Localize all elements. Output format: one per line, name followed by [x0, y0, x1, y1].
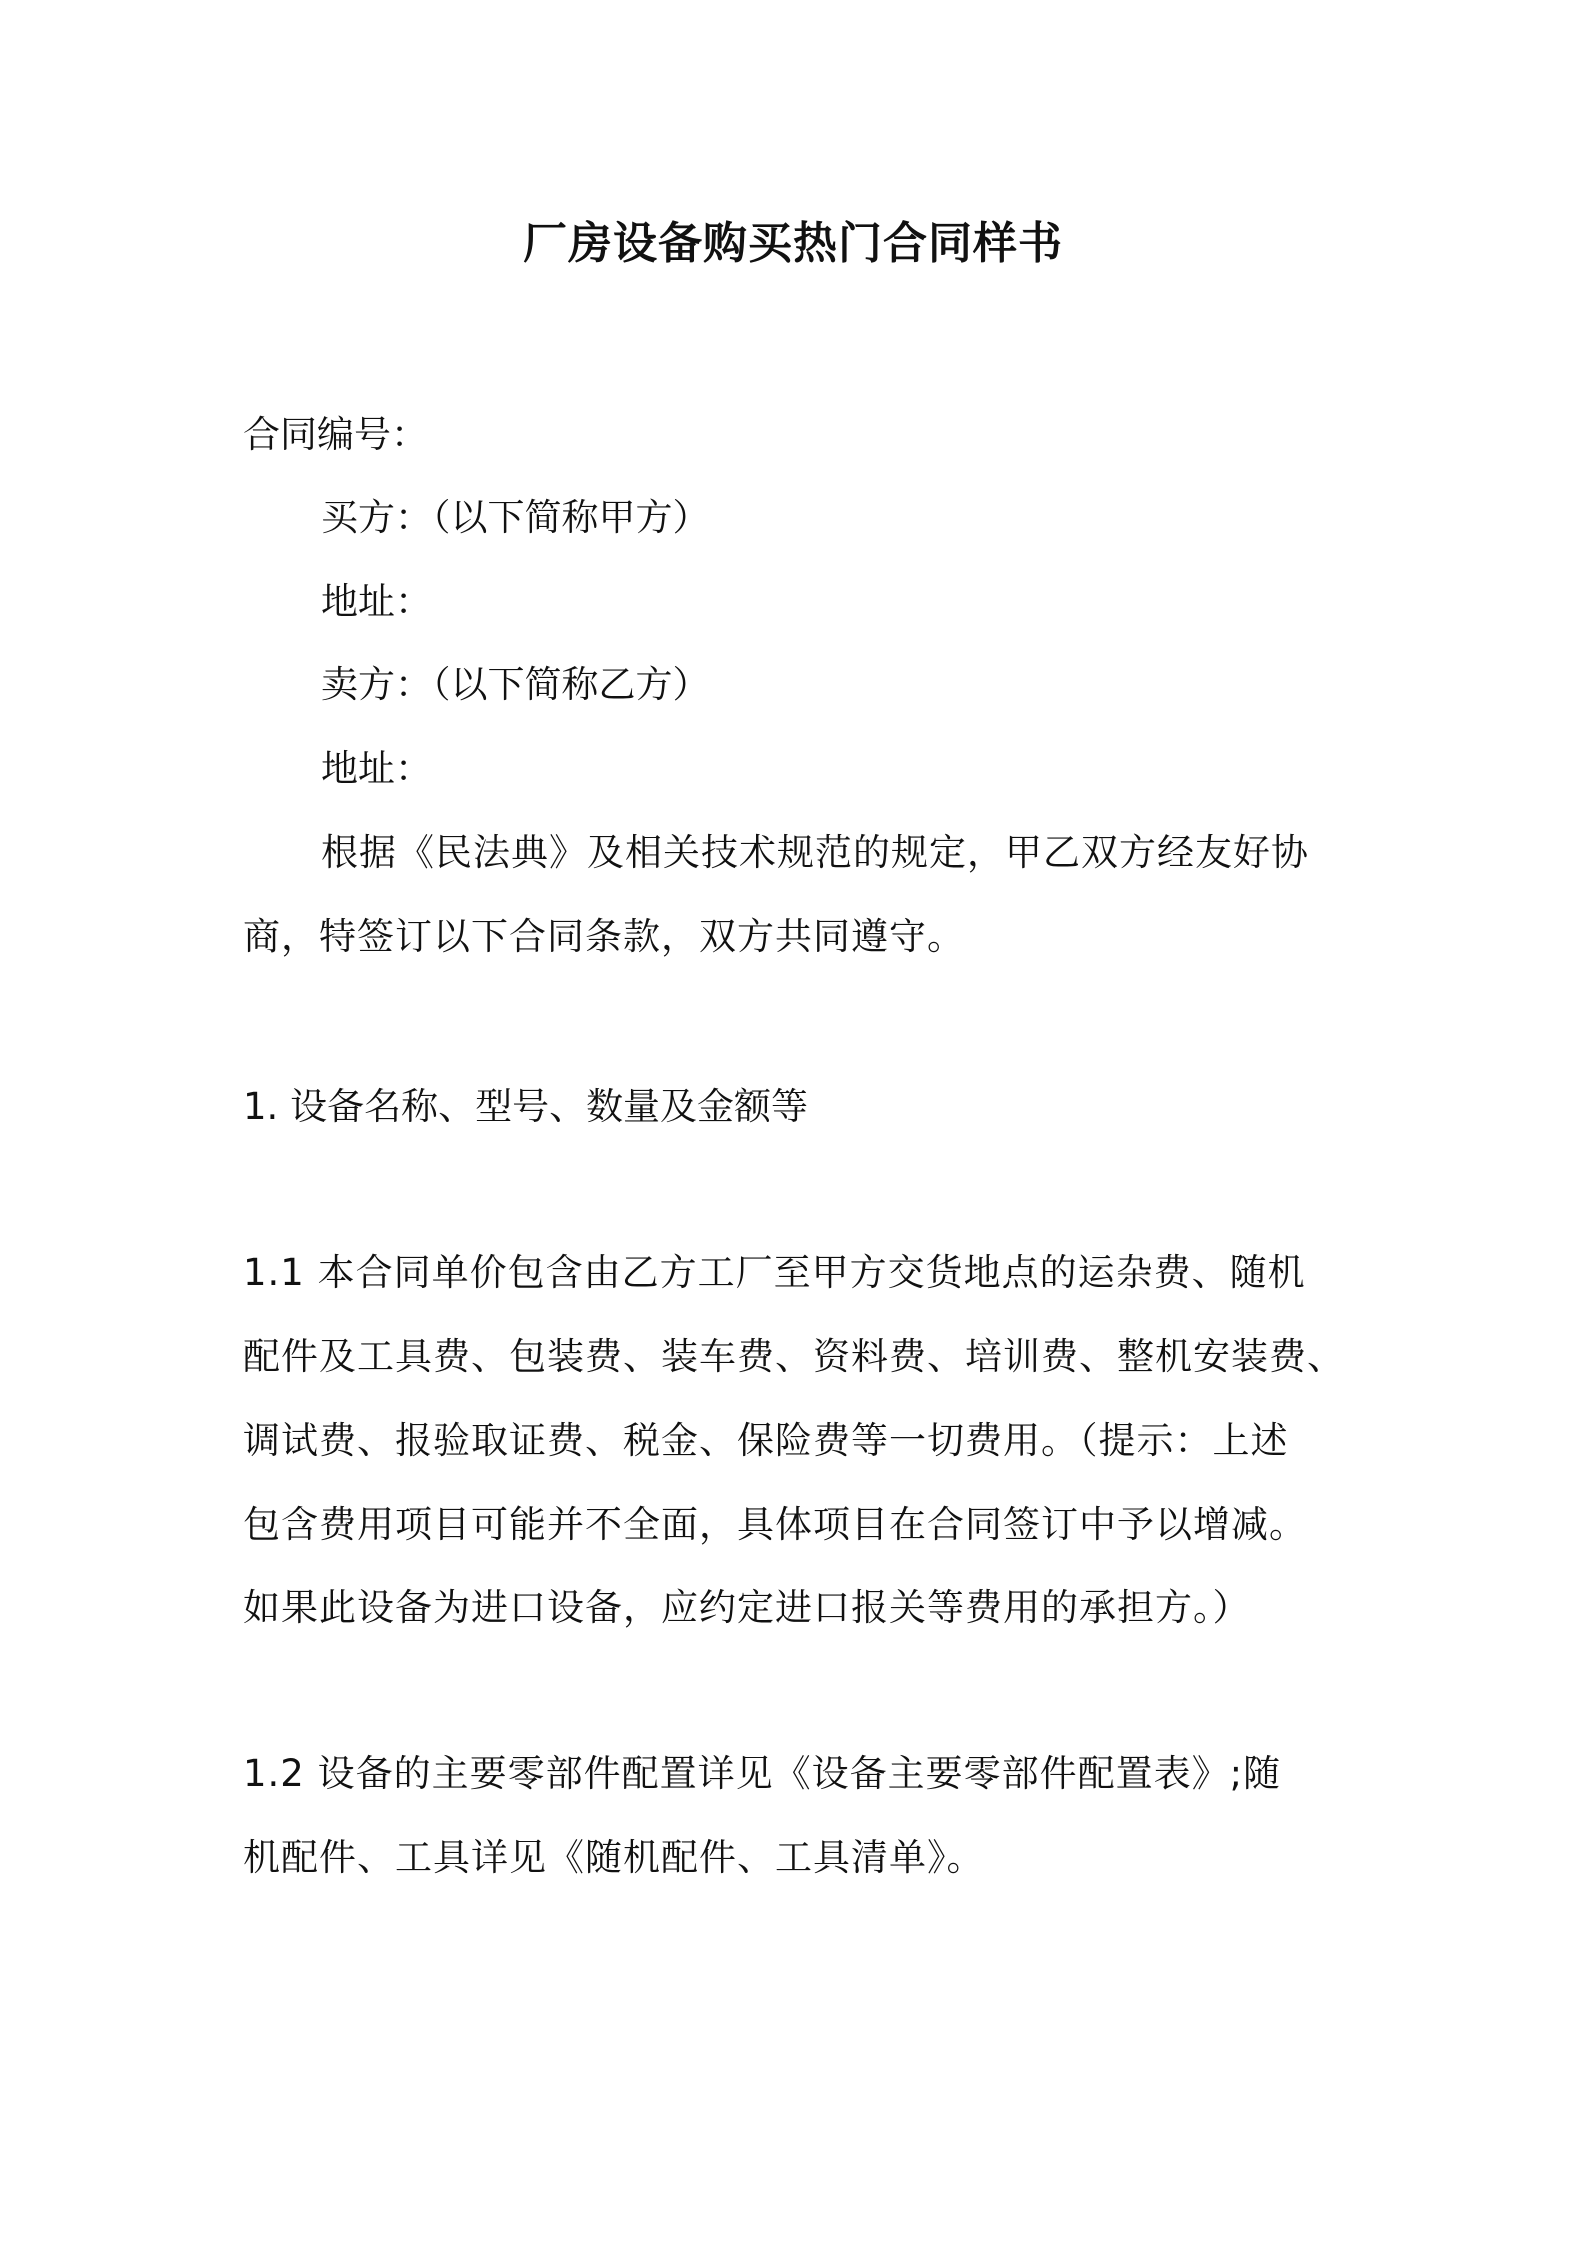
clause-1-1-line-3: 调试费、报验取证费、税金、保险费等一切费用。（提示：上述 [243, 1419, 1289, 1462]
seller-address-label: 地址： [321, 747, 432, 790]
clause-1-1-line-1: 1.1 本合同单价包含由乙方工厂至甲方交货地点的运杂费、随机 [243, 1251, 1306, 1294]
document-title: 厂房设备购买热门合同样书 [523, 218, 1063, 269]
buyer-label: 买方：（以下简称甲方） [321, 496, 710, 539]
seller-label: 卖方：（以下简称乙方） [321, 663, 710, 706]
clause-1-2-line-2: 机配件、工具详见《随机配件、工具清单》。 [243, 1836, 985, 1879]
clause-1-1-line-2: 配件及工具费、包装费、装车费、资料费、培训费、整机安装费、 [243, 1335, 1345, 1378]
contract-number-label: 合同编号： [243, 413, 428, 456]
section-1-heading: 1. 设备名称、型号、数量及金额等 [243, 1085, 809, 1128]
intro-paragraph-line-1: 根据《民法典》及相关技术规范的规定，甲乙双方经友好协 [321, 831, 1309, 874]
intro-paragraph-line-2: 商，特签订以下合同条款，双方共同遵守。 [243, 915, 965, 958]
clause-1-1-line-5: 如果此设备为进口设备，应约定进口报关等费用的承担方。） [243, 1586, 1251, 1629]
clause-1-2-line-1: 1.2 设备的主要零部件配置详见《设备主要零部件配置表》;随 [243, 1752, 1282, 1795]
clause-1-1-line-4: 包含费用项目可能并不全面，具体项目在合同签订中予以增减。 [243, 1503, 1307, 1546]
buyer-address-label: 地址： [321, 580, 432, 623]
